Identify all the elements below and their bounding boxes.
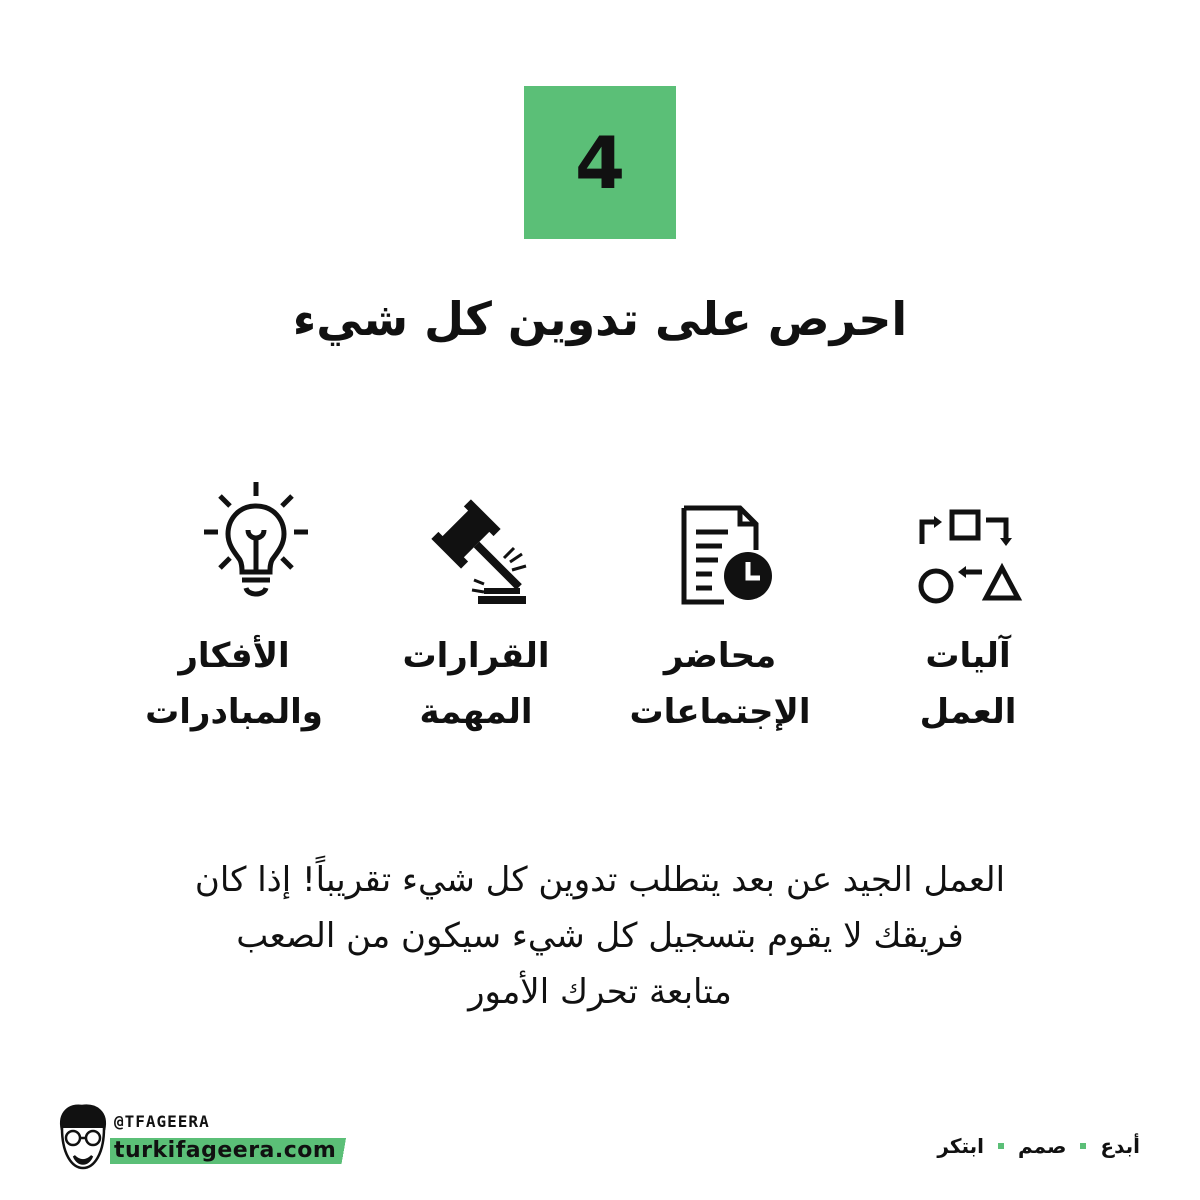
website-link[interactable]: turkifageera.com — [114, 1138, 337, 1163]
website-banner — [110, 1138, 362, 1164]
tagline-word: أبدع — [1100, 1134, 1140, 1158]
tagline-word: صمم — [1017, 1134, 1067, 1158]
item-label-meeting-minutes: محاضر الإجتماعات — [629, 636, 811, 732]
gavel-icon — [418, 496, 538, 616]
tagline — [937, 1134, 1140, 1158]
step-number-box — [524, 86, 676, 239]
description-text: العمل الجيد عن بعد يتطلب تدوين كل شيء تقريباً! إذا كان فريقك لا يقوم بتسجيل كل شيء سيكون من الصعب متابعة تحرك الأمور — [194, 860, 1006, 1012]
tagline-word: ابتكر — [937, 1134, 984, 1158]
item-label-ideas: الأفكار والمبادرات — [145, 636, 323, 732]
lightbulb-icon — [198, 480, 318, 600]
avatar — [52, 1102, 114, 1180]
workflow-icon — [908, 500, 1028, 620]
tagline-dot — [998, 1143, 1004, 1149]
item-label-decisions: القرارات المهمة — [402, 636, 550, 732]
author-branding — [52, 1102, 382, 1182]
step-number: 4 — [574, 120, 626, 205]
tagline-dot — [1080, 1143, 1086, 1149]
item-label-workflow: آليات العمل — [919, 636, 1017, 732]
social-handle: @TFAGEERA — [114, 1112, 210, 1131]
document-clock-icon — [672, 500, 792, 620]
page-title: احرص على تدوين كل شيء — [292, 292, 908, 346]
